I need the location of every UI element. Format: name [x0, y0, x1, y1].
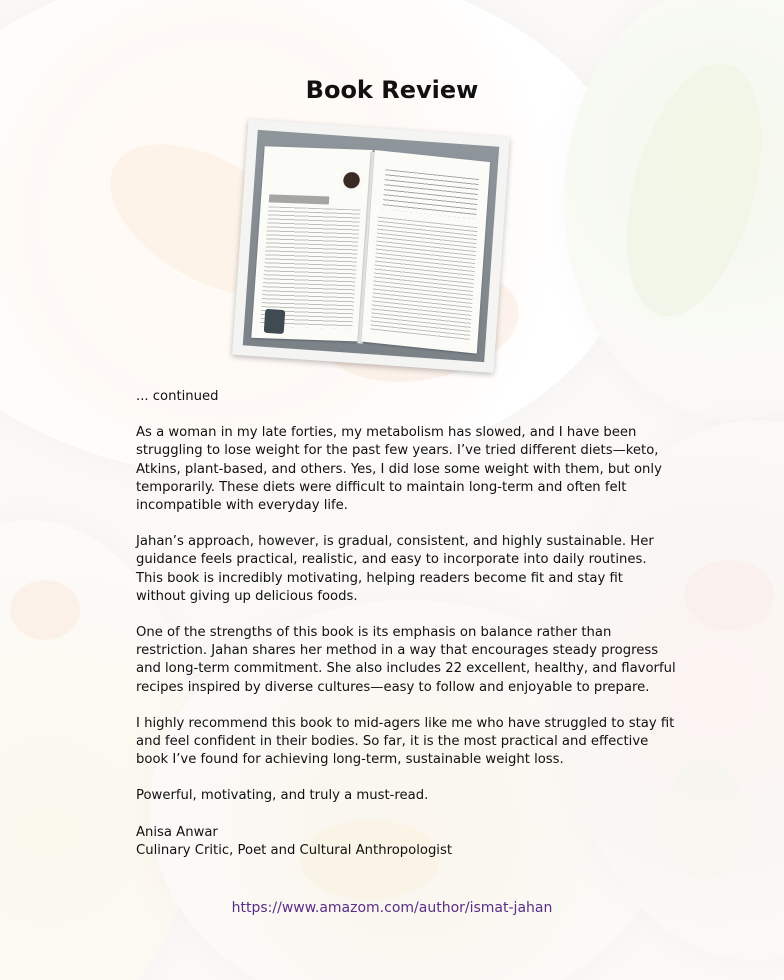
review-paragraph: I highly recommend this book to mid-agers like me who have struggled to stay fit and feel confident in their bodies. So far, it is the most practical and effective book I’ve found for achieving long-term, sustainable weight loss. [136, 715, 675, 768]
author-link[interactable]: https://www.amazom.com/author/ismat-jahan [231, 900, 553, 916]
reviewer-role: Culinary Critic, Poet and Cultural Anthropologist [136, 842, 453, 858]
book-page-heading [269, 194, 330, 204]
book-quote-block [383, 169, 479, 219]
review-paragraph: Powerful, motivating, and truly a must-read. [136, 788, 429, 804]
book-photo-inner [243, 130, 499, 362]
page-title: Book Review [305, 76, 479, 104]
review-paragraph: Jahan’s approach, however, is gradual, consistent, and highly sustainable. Her guidance feels practical, realistic, and easy to incorporate into daily routines. This book is incredibly motivating, helping readers become fit and stay fit without giving up delicious foods. [136, 534, 654, 604]
book-text-lines [370, 217, 477, 341]
mug-icon [264, 309, 286, 334]
review-paragraph: One of the strengths of this book is its emphasis on balance rather than restriction. Jahan shares her method in a way that encourages steady progress and long-term commitment. She also includes 22 excellent, healthy, and flavorful recipes inspired by diverse cultures—easy to follow and enjoyable to prepare. [136, 625, 676, 695]
review-body [136, 388, 676, 878]
reviewer-name: Anisa Anwar [136, 824, 218, 840]
intro-text: ... continued [136, 389, 219, 404]
review-paragraph: As a woman in my late forties, my metabolism has slowed, and I have been struggling to lose weight for the past few years. I’ve tried different diets—keto, Atkins, plant-based, and others. Yes, I did lose some weight with them, but only temporarily. These diets were difficult to maintain long-term and often felt incompatible with everyday life. [136, 425, 662, 514]
open-book-photo [232, 119, 510, 373]
signature [136, 824, 676, 860]
coffee-cup-icon [340, 169, 364, 192]
book-right-page [361, 150, 490, 354]
